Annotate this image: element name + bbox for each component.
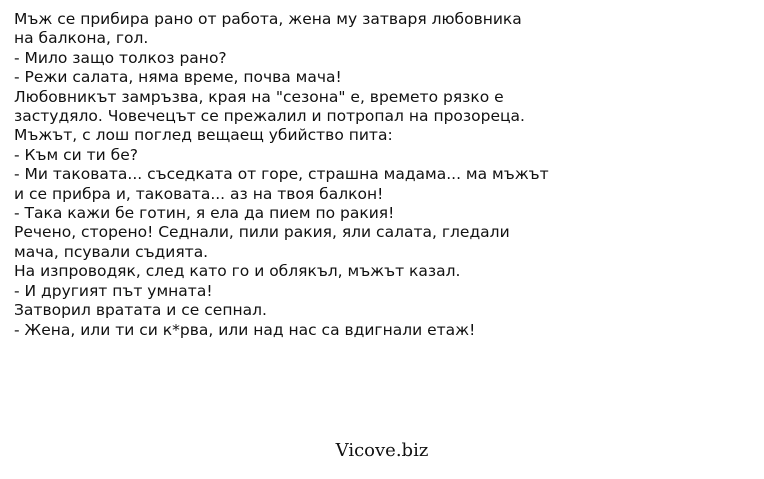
joke-line: - Жена, или ти си к*рва, или над нас са вдигнали етаж! bbox=[14, 320, 476, 339]
joke-line: Мъжът, с лош поглед вещаещ убийство пита: bbox=[14, 126, 393, 145]
joke-line: Речено, сторено! Седнали, пили ракия, яли салата, гледали bbox=[14, 223, 510, 242]
joke-line: Любовникът замръзва, края на "сезона" е, времето рязко е bbox=[14, 87, 504, 106]
joke-line: - И другият път умната! bbox=[14, 281, 213, 300]
site-watermark: Vicove.biz bbox=[335, 440, 429, 461]
joke-line: Затворил вратата и се сепнал. bbox=[14, 301, 267, 320]
joke-line: Мъж се прибира рано от работа, жена му затваря любовника bbox=[14, 10, 522, 28]
joke-line: мача, псували съдията. bbox=[14, 242, 209, 261]
joke-line: - Режи салата, няма време, почва мача! bbox=[14, 68, 342, 87]
joke-line: На изпроводяк, след като го и облякъл, мъжът казал. bbox=[14, 262, 461, 281]
joke-line: - Така кажи бе готин, я ела да пием по ракия! bbox=[14, 204, 395, 223]
joke-line: - Ми таковата... съседката от горе, страшна мадама... ма мъжът bbox=[14, 165, 549, 184]
joke-line: застудяло. Човечецът се прежалил и потропал на прозореца. bbox=[14, 107, 525, 126]
joke-line: - Мило защо толкоз рано? bbox=[14, 48, 227, 67]
joke-text bbox=[14, 10, 754, 340]
joke-line: на балкона, гол. bbox=[14, 29, 149, 48]
joke-line: - Към си ти бе? bbox=[14, 145, 138, 164]
joke-line: и се прибра и, таковата... аз на твоя балкон! bbox=[14, 184, 384, 203]
